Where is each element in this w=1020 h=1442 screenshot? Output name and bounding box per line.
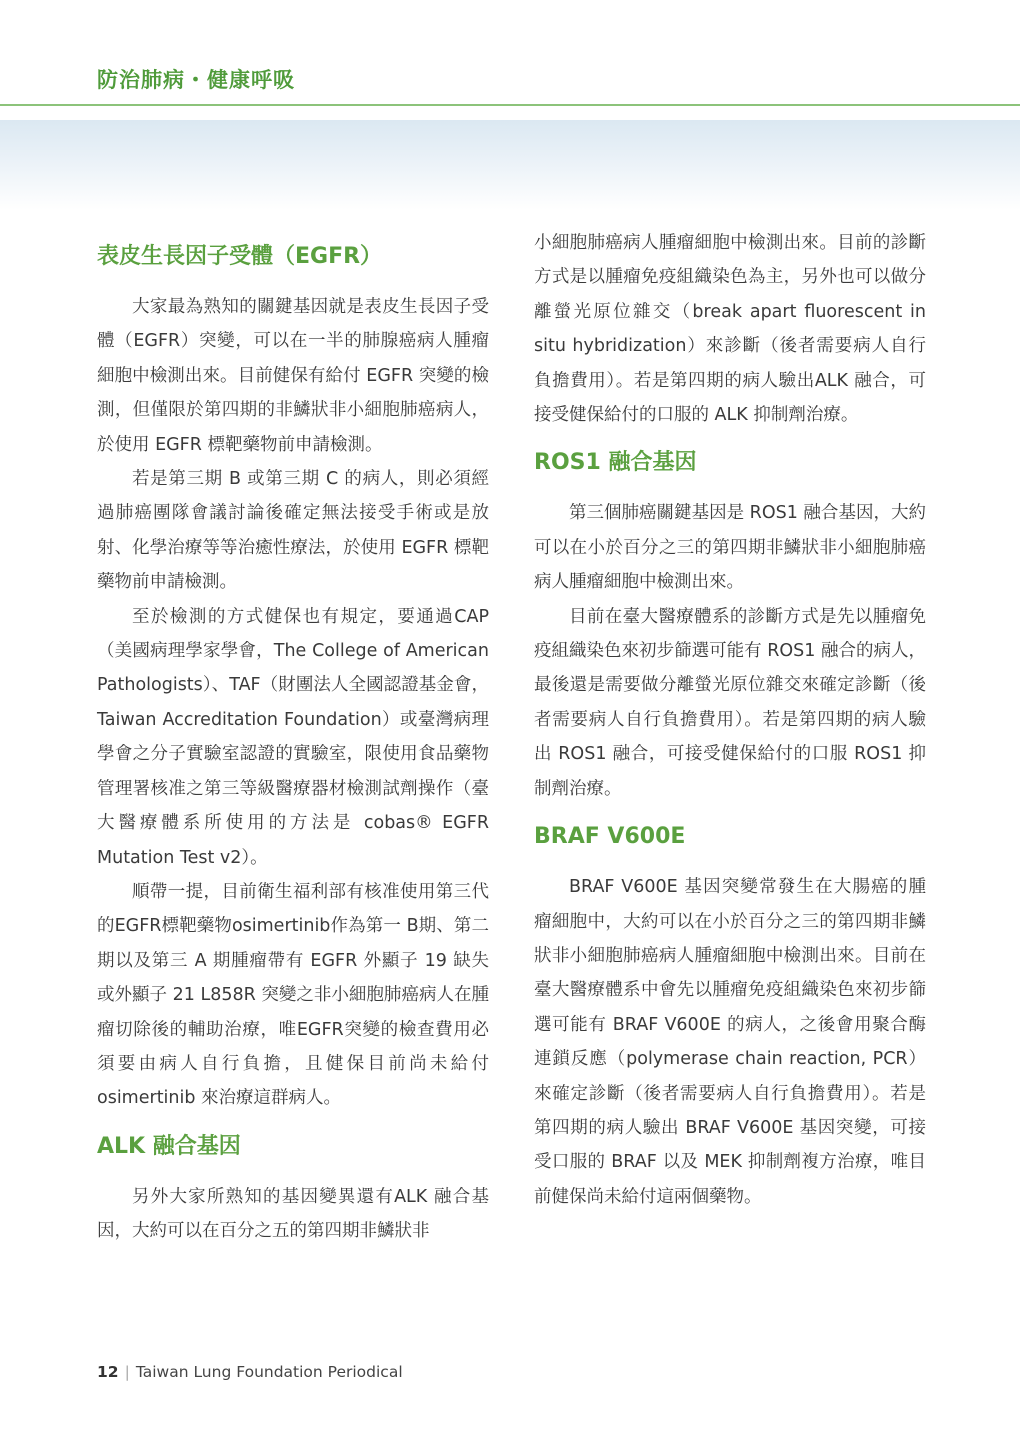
paragraph-alk-intro: 另外大家所熟知的基因變異還有ALK 融合基因，大約可以在百分之五的第四期非鱗狀非 bbox=[97, 1186, 489, 1242]
paragraph-egfr-intro: 大家最為熟知的關鍵基因就是表皮生長因子受體（EGFR）突變，可以在一半的肺腺癌病人腫瘤細胞中檢測出來。目前健保有給付 EGFR 突變的檢測，但僅限於第四期的非鱗狀非小細胞肺癌病人，於使用 EGFR 標靶藥物前申請檢測。 bbox=[97, 297, 489, 455]
paragraph-ros1-diagnosis: 目前在臺大醫療體系的診斷方式是先以腫瘤免疫組織染色來初步篩選可能有 ROS1 融合的病人，最後還是需要做分離螢光原位雜交來確定診斷（後者需要病人自行負擔費用）。若是第四期的病人驗出 ROS1 融合，可接受健保給付的口服 ROS1 抑制劑治療。 bbox=[534, 606, 926, 799]
page-footer bbox=[97, 1363, 403, 1381]
left-column bbox=[97, 240, 489, 1249]
footer-separator: | bbox=[124, 1363, 130, 1381]
paragraph-egfr-testing: 至於檢測的方式健保也有規定，要通過CAP（美國病理學家學會，The College of American Pathologists）、TAF（財團法人全國認證基金會，Taiwan Accreditation Foundation）或臺灣病理學會之分子實驗室認證的實驗室，限使用食品藥物管理署核准之第三等級醫療器材檢測試劑操作（臺大醫療體系所使用的方法是 cobas® EGFR Mutation Test v2）。 bbox=[97, 606, 489, 868]
right-column bbox=[534, 226, 926, 1214]
section-title: 防治肺病・健康呼吸 bbox=[97, 67, 295, 92]
paragraph-egfr-stage3: 若是第三期 B 或第三期 C 的病人，則必須經過肺癌團隊會議討論後確定無法接受手術或是放射、化學治療等等治癒性療法，於使用 EGFR 標靶藥物前申請檢測。 bbox=[97, 469, 489, 593]
header-divider bbox=[0, 104, 1020, 106]
heading-egfr: 表皮生長因子受體（EGFR） bbox=[97, 244, 383, 269]
page-header bbox=[0, 0, 1020, 104]
decorative-band bbox=[0, 120, 1020, 210]
paragraph-egfr-osimertinib: 順帶一提，目前衛生福利部有核准使用第三代的EGFR標靶藥物osimertinib作為第一 B期、第二期以及第三 A 期腫瘤帶有 EGFR 外顯子 19 缺失或外顯子 21 L858R 突變之非小細胞肺癌病人在腫瘤切除後的輔助治療，唯EGFR突變的檢查費用必須要由病人自行負擔，且健保目前尚未給付 osimertinib 來治療這群病人。 bbox=[97, 881, 489, 1109]
page-number: 12 bbox=[97, 1363, 119, 1381]
publication-name: Taiwan Lung Foundation Periodical bbox=[135, 1363, 403, 1381]
paragraph-braf: BRAF V600E 基因突變常發生在大腸癌的腫瘤細胞中，大約可以在小於百分之三的第四期非鱗狀非小細胞肺癌病人腫瘤細胞中檢測出來。目前在臺大醫療體系中會先以腫瘤免疫組織染色來初步篩選可能有 BRAF V600E 的病人，之後會用聚合酶連鎖反應（polymerase chain reaction, PCR）來確定診斷（後者需要病人自行負擔費用）。若是第四期的病人驗出 BRAF V600E 基因突變，可接受口服的 BRAF 以及 MEK 抑制劑複方治療，唯目前健保尚未給付這兩個藥物。 bbox=[534, 877, 926, 1207]
heading-braf: BRAF V600E bbox=[534, 824, 686, 850]
heading-ros1: ROS1 融合基因 bbox=[534, 450, 697, 476]
paragraph-alk-continued: 小細胞肺癌病人腫瘤細胞中檢測出來。目前的診斷方式是以腫瘤免疫組織染色為主，另外也可以做分離螢光原位雜交（break apart fluorescent in situ hybridization）來診斷（後者需要病人自行負擔費用）。若是第四期的病人驗出ALK 融合，可接受健保給付的口服的 ALK 抑制劑治療。 bbox=[534, 233, 926, 426]
heading-alk: ALK 融合基因 bbox=[97, 1133, 241, 1159]
paragraph-ros1-intro: 第三個肺癌關鍵基因是 ROS1 融合基因，大約可以在小於百分之三的第四期非鱗狀非小細胞肺癌病人腫瘤細胞中檢測出來。 bbox=[534, 503, 926, 593]
